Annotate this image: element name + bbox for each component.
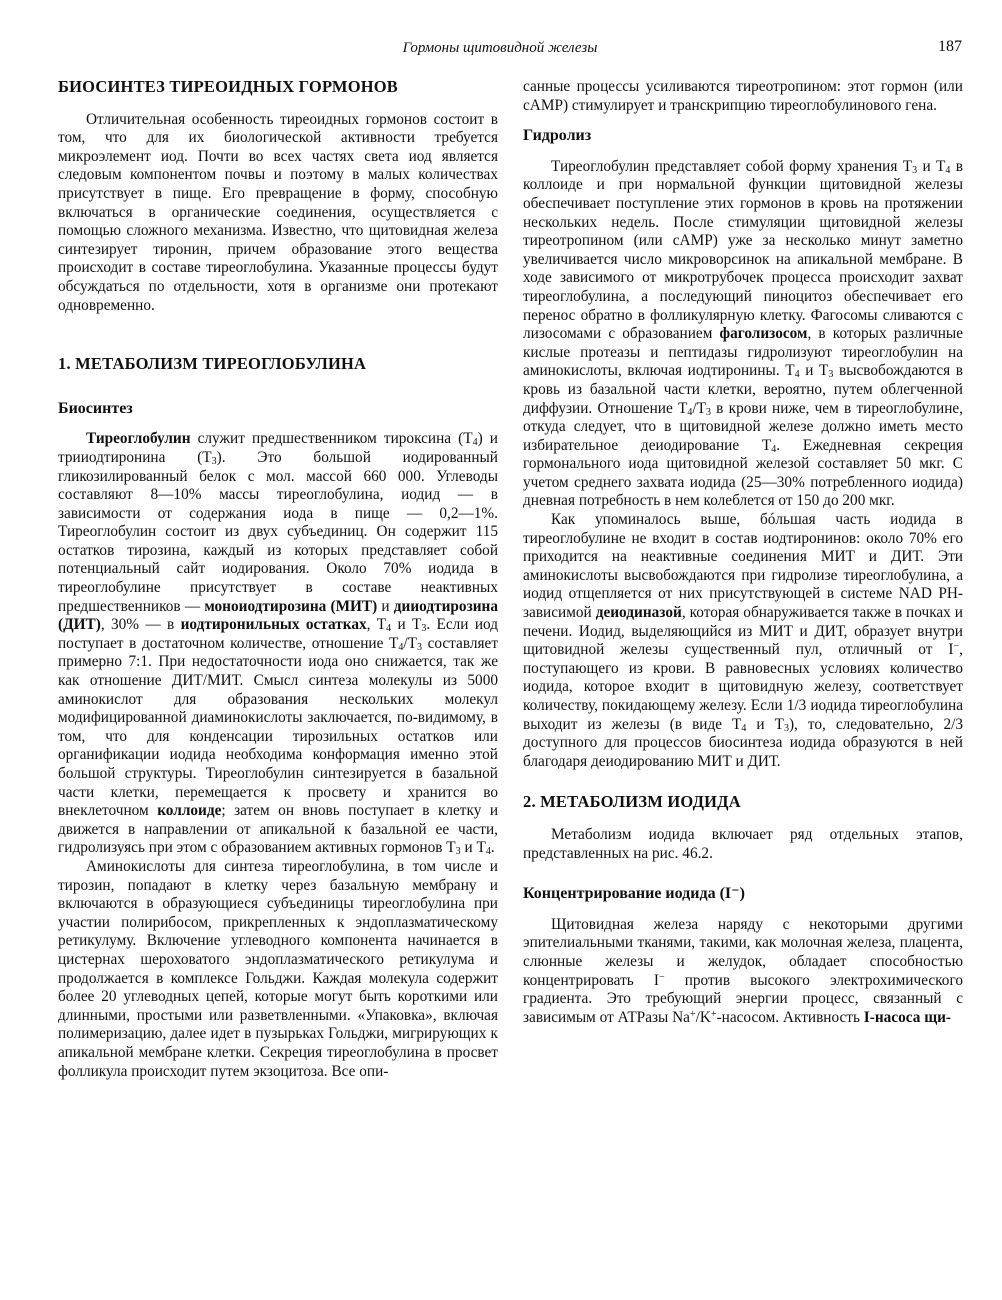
main-heading: БИОСИНТЕЗ ТИРЕОИДНЫХ ГОРМОНОВ bbox=[58, 77, 398, 96]
subsection-biosynthesis: Биосинтез bbox=[58, 399, 133, 417]
page-number: 187 bbox=[938, 38, 962, 55]
section2-heading: 2. МЕТАБОЛИЗМ ИОДИДА bbox=[523, 792, 741, 812]
section1-heading: 1. МЕТАБОЛИЗМ ТИРЕОГЛОБУЛИНА bbox=[58, 354, 367, 374]
subsection-concentration: Концентрирование иодида (I⁻) bbox=[523, 885, 745, 903]
paragraph-amino-acids: Аминокислоты для синтеза тиреоглобулина, в том числе и тирозин, попадают в клетку через базальную мембрану и включаются в образующиеся субъединицы тиреоглобулина при участии полирибосом, прикрепленных к эндоплазматическому ретикулуму. Включение углеводного компонента начинается в цистернах шероховатого эндоплазматического ретикулума и продолжается в комплексе Гольджи. Каждая молекула содержит более 20 углеводных цепей, которые могут быть короткими или длинными, простыми или разветвленными. «Упаковка», включая полимеризацию, далее идет в пузырьках Гольджи, мигрирующих к апикальной мембране клетки. Секреция тиреоглобулина в просвет фолликула происходит путем экзоцитоза. Все опи- bbox=[58, 857, 498, 1080]
paragraph-iodide-metabolism: Метаболизм иодида включает ряд отдельных этапов, представленных на рис. 46.2. bbox=[523, 825, 963, 862]
running-header: Гормоны щитовидной железы bbox=[402, 40, 598, 56]
paragraph-thyroglobulin: Тиреоглобулин служит предшественником тироксина $(Т_4)$ и трииодтиронина $(Т_3)$. Это большой иодированный гликозилированный белок с мол. массой 660 000. Углеводы составляют 8—10% массы тиреоглобулина, иодид — в зависимости от содержания иода в пище — 0,2—1%. Тиреоглобулин состоит из двух субъединиц. Он содержит 115 остатков тирозина, каждый из которых представляет собой потенциальный сайт иодирования. Около 70% иодида в тиреоглобулине присутствует в составе неактивных предшественников — монοиодтирозина (МИТ) и дииодтирозина (ДИТ), 30% — в иодтиронильных остатках, $Т_4$ и $Т_3$. Если иод поступает в достаточном количестве, отношение $Т_4/Т_3$ составляет примерно 7:1. При недостаточности иода оно снижается, так же как отношение ДИТ/МИТ. Смысл синтеза молекулы из 5000 аминокислот для образования нескольких молекул модифицированной диаминокислоты заключается, по-видимому, в том, что для конденсации тирозильных остатков или органификации иодида необходима конформация именно этой большой структуры. Тиреоглобулин синтезируется в базальной части клетки, перемещается к просвету и хранится во внеклеточном коллоиде; затем он вновь поступает в клетку и движется в направлении от апикальной к базальной ее части, гидролизуясь при этом с образованием активных гормонов $Т_3$ и $Т_4$. bbox=[58, 430, 499, 858]
intro-paragraph: Отличительная особенность тиреоидных гормонов состоит в том, что для их биологической активности требуется микроэлемент иод. Почти во всех частях света иод является следовым компонентом почвы и поэтому в малых количествах присутствует в пище. Его превращение в форму, способную включаться в органические соединения, осуществляется с помощью сложного механизма. Известно, что щитовидная железа синтезирует тиронин, причем образование этого вещества происходит в составе тиреоглобулина. Указанные процессы будут обсуждаться по отдельности, хотя в организме они протекают одновременно. bbox=[58, 110, 498, 314]
paragraph-concentration: Щитовидная железа наряду с некоторыми другими эпителиальными тканями, такими, как молочная железа, плацента, слюнные железы и желудок, обладает способностью концентрировать I− против высокого электрохимического градиента. Это требующий энергии процесс, связанный с зависимым от АТРазы Na+/K+-насосом. Активность I-насоса щи- bbox=[523, 915, 963, 1026]
paragraph-hydrolysis: Тиреоглобулин представляет собой форму хранения $Т_3$ и $Т_4$ в коллоиде и при нормальной функции щитовидной железы обеспечивает поступление этих гормонов в кровь на протяжении нескольких недель. После стимуляции щитовидной железы тиреотропином (или cAMP) уже за несколько минут заметно увеличивается число микроворсинок на апикальной мембране. В ходе зависимого от микротрубочек процесса происходит захват тиреоглобулина, а последующий пиноцитоз обеспечивает его перенос обратно в фолликулярную клетку. Фагосомы сливаются с лизосомами с образованием фаголизосом, в которых различные кислые протеазы и пептидазы гидролизуют тиреоглобулин на аминокислоты, включая иодтиронины. $Т_4$ и $Т_3$ высвобождаются в кровь из базальной части клетки, вероятно, путем облегченной диффузии. Отношение $Т_4/Т_3$ в крови ниже, чем в тиреоглобулине, откуда следует, что в щитовидной железе должно иметь место избирательное деиодирование $Т_4$. Ежедневная секреция гормонального иода щитовидной железой составляет 50 мкг. С учетом среднего захвата иодида (25—30% потребленного иодида) дневная потребность в нем колеблется от 150 до 200 мкг. bbox=[523, 157, 963, 510]
paragraph-iodide-pool: Как упоминалось выше, бóльшая часть иодида в тиреоглобулине не входит в состав иодтиронинов: около 70% его приходится на неактивные соединения МИТ и ДИТ. Эти аминокислоты высвобождаются при гидролизе тиреоглобулина, а иодид отщепляется от них присутствующей в системе NAD PH-зависимой деиодиназой, которая обнаруживается также в почках и печени. Иодид, выделяющийся из МИТ и ДИТ, образует внутри щитовидной железы существенный пул, отличный от I−, поступающего из крови. В равновесных условиях количество иодида, которое входит в щитовидную железу, соответствует количеству, покидающему железу. Если 1/3 иодида тиреоглобулина выходит из железы (в виде $Т_4$ и $Т_3$), то, следовательно, 2/3 доступного для процессов биосинтеза иодида образуются в ней благодаря деиодированию МИТ и ДИТ. bbox=[523, 511, 963, 770]
right-column bbox=[523, 78, 963, 1027]
subsection-hydrolysis: Гидролиз bbox=[523, 127, 592, 145]
left-column bbox=[58, 78, 498, 1081]
paragraph-continuation: санные процессы усиливаются тиреотропином: этот гормон (или cAMP) стимулирует и транскрипцию тиреоглобулинового гена. bbox=[523, 78, 963, 114]
